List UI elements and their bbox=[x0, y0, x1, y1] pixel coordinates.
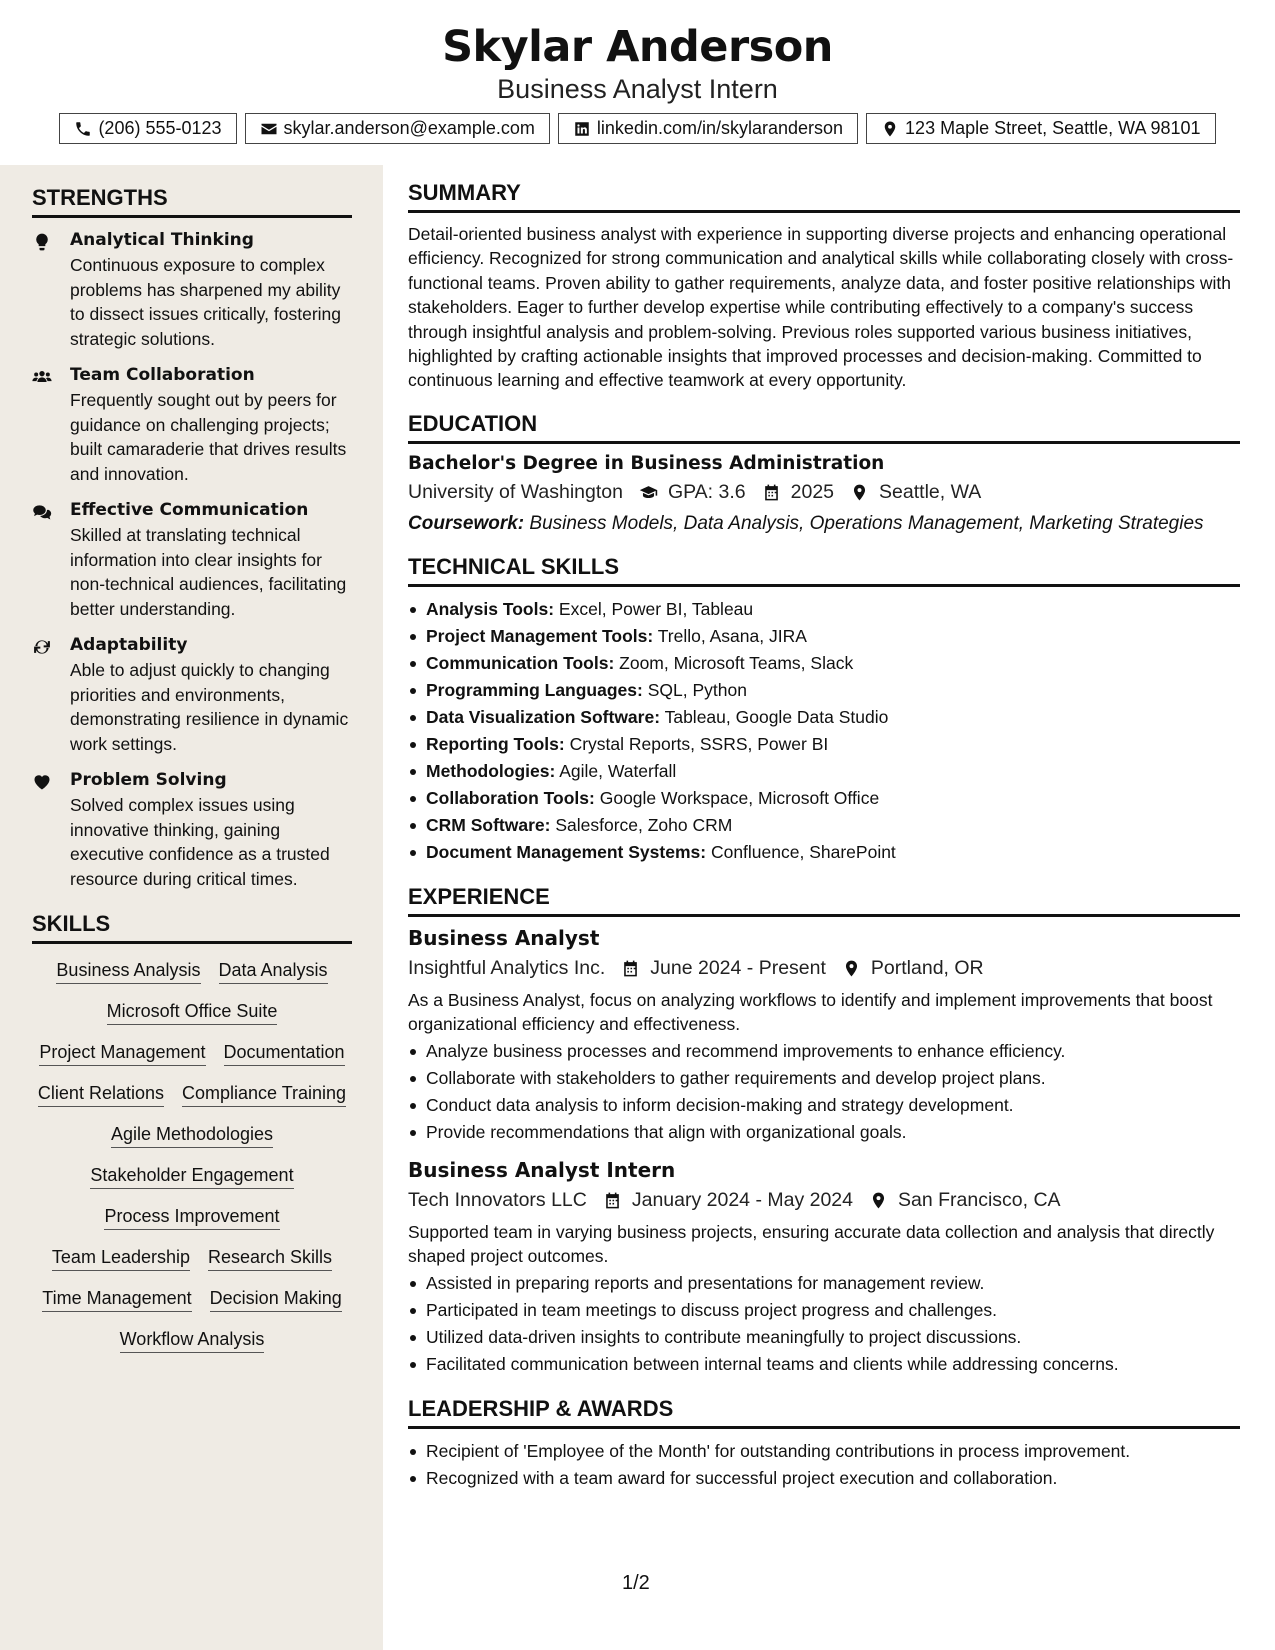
skill-tag: Workflow Analysis bbox=[120, 1329, 265, 1353]
strength-title: Problem Solving bbox=[70, 770, 227, 790]
contact-linkedin-text: linkedin.com/in/skylaranderson bbox=[596, 118, 844, 138]
summary-heading: SUMMARY bbox=[408, 180, 1240, 213]
strength-title: Effective Communication bbox=[70, 500, 309, 520]
skill-values: Crystal Reports, SSRS, Power BI bbox=[569, 733, 829, 754]
skill-tag: Client Relations bbox=[38, 1083, 164, 1107]
list-item: Collaborate with stakeholders to gather requirements and develop project plans. bbox=[408, 1065, 1240, 1092]
job-entry bbox=[408, 926, 1240, 1146]
contact-email[interactable] bbox=[245, 113, 550, 144]
skill-tag: Compliance Training bbox=[182, 1083, 346, 1107]
skill-category: Analysis Tools: bbox=[426, 598, 555, 619]
list-item bbox=[408, 623, 1240, 650]
location-pin-icon bbox=[850, 483, 869, 502]
sync-icon bbox=[32, 637, 52, 657]
strength-title: Team Collaboration bbox=[70, 365, 255, 385]
comments-icon bbox=[32, 502, 52, 522]
strengths-heading: STRENGTHS bbox=[32, 185, 352, 218]
skill-tag: Process Improvement bbox=[104, 1206, 279, 1230]
graduation-cap-icon bbox=[639, 483, 658, 502]
skill-values: Confluence, SharePoint bbox=[710, 841, 896, 862]
strength-desc: Solved complex issues using innovative thinking, gaining executive confidence as a trusted resource during critical times. bbox=[70, 795, 330, 889]
awards-section bbox=[408, 1396, 1240, 1492]
skill-tag: Decision Making bbox=[210, 1288, 342, 1312]
contact-email-text: skylar.anderson@example.com bbox=[283, 118, 535, 138]
skill-category: Document Management Systems: bbox=[426, 841, 707, 862]
coursework-list: Business Models, Data Analysis, Operations Management, Marketing Strategies bbox=[529, 512, 1204, 534]
strength-title: Adaptability bbox=[70, 635, 188, 655]
job-bullets bbox=[408, 1270, 1240, 1378]
job-entry bbox=[408, 1158, 1240, 1378]
list-item: Recipient of 'Employee of the Month' for outstanding contributions in process improvement. bbox=[408, 1438, 1240, 1465]
skill-tag: Stakeholder Engagement bbox=[90, 1165, 293, 1189]
skill-category: Communication Tools: bbox=[426, 652, 615, 673]
list-item: Facilitated communication between internal teams and clients while addressing concerns. bbox=[408, 1351, 1240, 1378]
list-item: Utilized data-driven insights to contribute meaningfully to project discussions. bbox=[408, 1324, 1240, 1351]
job-location: San Francisco, CA bbox=[898, 1188, 1061, 1211]
lightbulb-icon bbox=[32, 232, 52, 252]
skill-values: Excel, Power BI, Tableau bbox=[558, 598, 754, 619]
experience-section bbox=[408, 884, 1240, 1378]
skill-tag: Microsoft Office Suite bbox=[107, 1001, 278, 1025]
list-item bbox=[408, 704, 1240, 731]
skill-category: Collaboration Tools: bbox=[426, 787, 595, 808]
contact-phone-text: (206) 555-0123 bbox=[98, 118, 222, 138]
job-bullets bbox=[408, 1038, 1240, 1146]
contact-linkedin[interactable] bbox=[558, 113, 858, 144]
degree-title: Bachelor's Degree in Business Administration bbox=[408, 452, 885, 474]
list-item bbox=[408, 596, 1240, 623]
list-item bbox=[408, 812, 1240, 839]
technical-skills-section bbox=[408, 554, 1240, 866]
school-name: University of Washington bbox=[408, 480, 623, 503]
strength-title: Analytical Thinking bbox=[70, 230, 254, 250]
skill-tag: Documentation bbox=[224, 1042, 345, 1066]
technical-skills-list bbox=[408, 596, 1240, 866]
strength-desc: Continuous exposure to complex problems has sharpened my ability to dissect issues critically, fostering strategic solutions. bbox=[70, 255, 342, 349]
skill-category: CRM Software: bbox=[426, 814, 551, 835]
education-heading: EDUCATION bbox=[408, 411, 1240, 444]
job-description: As a Business Analyst, focus on analyzing workflows to identify and implement improvements that boost organizational efficiency and effectiveness. bbox=[408, 989, 1213, 1034]
strength-item bbox=[32, 635, 352, 756]
contact-phone[interactable] bbox=[59, 113, 236, 144]
job-location: Portland, OR bbox=[870, 956, 984, 979]
skill-category: Project Management Tools: bbox=[426, 625, 654, 646]
calendar-icon bbox=[621, 959, 640, 978]
skill-values: Zoom, Microsoft Teams, Slack bbox=[619, 652, 854, 673]
skill-values: Agile, Waterfall bbox=[559, 760, 677, 781]
skill-values: SQL, Python bbox=[647, 679, 747, 700]
location-pin-icon bbox=[881, 120, 899, 138]
company-name: Insightful Analytics Inc. bbox=[408, 956, 606, 979]
list-item bbox=[408, 839, 1240, 866]
skill-tag: Business Analysis bbox=[56, 960, 200, 984]
list-item: Assisted in preparing reports and presentations for management review. bbox=[408, 1270, 1240, 1297]
strength-desc: Frequently sought out by peers for guidance on challenging projects; built camaraderie that drives results and innovation. bbox=[70, 390, 347, 484]
skill-tag: Research Skills bbox=[208, 1247, 332, 1271]
list-item: Conduct data analysis to inform decision-making and strategy development. bbox=[408, 1092, 1240, 1119]
contact-address bbox=[866, 113, 1216, 144]
list-item bbox=[408, 731, 1240, 758]
phone-icon bbox=[74, 120, 92, 138]
awards-heading: LEADERSHIP & AWARDS bbox=[408, 1396, 1240, 1429]
list-item bbox=[408, 785, 1240, 812]
list-item bbox=[408, 650, 1240, 677]
strength-item bbox=[32, 770, 352, 891]
skill-category: Methodologies: bbox=[426, 760, 556, 781]
strength-item bbox=[32, 230, 352, 351]
technical-skills-heading: TECHNICAL SKILLS bbox=[408, 554, 1240, 587]
candidate-name: Skylar Anderson bbox=[442, 22, 833, 72]
strength-desc: Able to adjust quickly to changing priorities and environments, demonstrating resilience in dynamic work settings. bbox=[70, 660, 349, 754]
location-pin-icon bbox=[869, 1191, 888, 1210]
skills-list bbox=[32, 956, 352, 1353]
list-item: Recognized with a team award for successful project execution and collaboration. bbox=[408, 1465, 1240, 1492]
page-number: 1/2 bbox=[622, 1572, 650, 1594]
sidebar bbox=[0, 165, 383, 1650]
education-section bbox=[408, 411, 1240, 536]
skill-category: Data Visualization Software: bbox=[426, 706, 661, 727]
skill-values: Salesforce, Zoho CRM bbox=[555, 814, 733, 835]
list-item: Participated in team meetings to discuss project progress and challenges. bbox=[408, 1297, 1240, 1324]
awards-list bbox=[408, 1438, 1240, 1492]
skill-tag: Time Management bbox=[42, 1288, 191, 1312]
list-item bbox=[408, 677, 1240, 704]
education-location: Seattle, WA bbox=[879, 480, 982, 503]
job-meta bbox=[408, 957, 1240, 980]
graduation-year: 2025 bbox=[790, 480, 835, 503]
coursework bbox=[408, 512, 1240, 536]
skill-tag: Team Leadership bbox=[52, 1247, 190, 1271]
candidate-role: Business Analyst Intern bbox=[497, 74, 778, 104]
summary-text: Detail-oriented business analyst with experience in supporting diverse projects and enhancing operational efficiency. Recognized for strong communication and analytical skills while collaborating closely with cross-functional teams. Proven ability to gather requirements, analyze data, and foster positive relationships with stakeholders. Eager to further develop expertise while contributing effectively to a company's success through insightful analysis and problem-solving. Previous roles supported various business initiatives, highlighted by crafting actionable insights that improved processes and decision-making. Committed to continuous learning and effective teamwork at every opportunity. bbox=[408, 224, 1234, 391]
resume-header bbox=[0, 0, 1275, 160]
job-dates: June 2024 - Present bbox=[650, 956, 826, 979]
skill-values: Google Workspace, Microsoft Office bbox=[599, 787, 880, 808]
strength-desc: Skilled at translating technical information into clear insights for non-technical audiences, facilitating better understanding. bbox=[70, 525, 347, 619]
company-name: Tech Innovators LLC bbox=[408, 1188, 587, 1211]
summary-section bbox=[408, 180, 1240, 393]
skill-category: Reporting Tools: bbox=[426, 733, 565, 754]
skill-tag: Data Analysis bbox=[219, 960, 328, 984]
calendar-icon bbox=[603, 1191, 622, 1210]
strength-item bbox=[32, 500, 352, 621]
experience-heading: EXPERIENCE bbox=[408, 884, 1240, 917]
job-dates: January 2024 - May 2024 bbox=[631, 1188, 853, 1211]
job-title: Business Analyst Intern bbox=[408, 1157, 676, 1182]
envelope-icon bbox=[260, 120, 278, 138]
heart-icon bbox=[32, 772, 52, 792]
contact-row bbox=[0, 113, 1275, 144]
sidebar-content bbox=[32, 185, 352, 1353]
coursework-label: Coursework: bbox=[408, 512, 525, 534]
education-meta bbox=[408, 481, 1240, 504]
job-meta bbox=[408, 1189, 1240, 1212]
skill-values: Trello, Asana, JIRA bbox=[657, 625, 807, 646]
job-description: Supported team in varying business projects, ensuring accurate data collection and analysis that directly shaped project outcomes. bbox=[408, 1221, 1215, 1266]
gpa-value: GPA: 3.6 bbox=[667, 480, 746, 503]
contact-address-text: 123 Maple Street, Seattle, WA 98101 bbox=[905, 118, 1201, 138]
skill-tag: Agile Methodologies bbox=[111, 1124, 273, 1148]
strength-item bbox=[32, 365, 352, 486]
skill-values: Tableau, Google Data Studio bbox=[664, 706, 889, 727]
linkedin-icon bbox=[573, 120, 591, 138]
location-pin-icon bbox=[842, 959, 861, 978]
list-item: Analyze business processes and recommend improvements to enhance efficiency. bbox=[408, 1038, 1240, 1065]
list-item: Provide recommendations that align with organizational goals. bbox=[408, 1119, 1240, 1146]
users-icon bbox=[32, 367, 52, 387]
main-content bbox=[408, 180, 1240, 1510]
calendar-icon bbox=[762, 483, 781, 502]
skill-tag: Project Management bbox=[39, 1042, 205, 1066]
skills-heading: SKILLS bbox=[32, 911, 352, 944]
skill-category: Programming Languages: bbox=[426, 679, 643, 700]
job-title: Business Analyst bbox=[408, 925, 600, 950]
list-item bbox=[408, 758, 1240, 785]
